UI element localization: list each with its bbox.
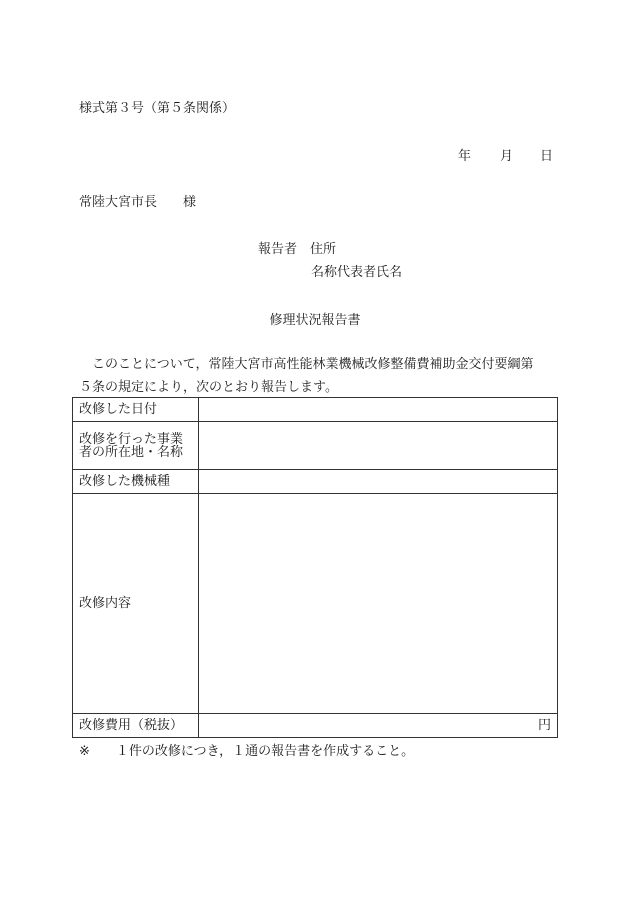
document-title: 修理状況報告書 [269, 313, 361, 328]
contractor-label-line1: 改修を行った事業 [79, 431, 184, 447]
repair-details-field[interactable] [199, 494, 558, 714]
date-month-label: 月 [500, 149, 514, 164]
machine-type-field[interactable] [199, 470, 558, 494]
contractor-label-line2: 者の所在地・名称 [79, 444, 184, 460]
date-line [458, 150, 553, 163]
date-day-label: 日 [540, 149, 554, 164]
table-row-repair-cost [73, 714, 558, 738]
machine-type-label: 改修した機械種 [73, 470, 199, 494]
repair-date-field[interactable] [199, 398, 558, 422]
note-mark: ※ [79, 744, 90, 759]
repair-details-label: 改修内容 [73, 494, 199, 714]
addressee-honorific: 様 [183, 195, 197, 210]
addressee-name: 常陸大宮市長 [79, 195, 158, 210]
contractor-field[interactable] [199, 422, 558, 470]
reporter-address-label: 住所 [310, 242, 337, 257]
repair-cost-label: 改修費用（税抜） [73, 714, 199, 738]
contractor-label [73, 422, 199, 470]
reporter-address-line [258, 243, 336, 256]
addressee [79, 196, 196, 209]
date-year-label: 年 [458, 149, 472, 164]
reporter-name-label: 名称代表者氏名 [311, 265, 403, 280]
repair-date-label: 改修した日付 [73, 398, 199, 422]
body-text-line1: このことについて，常陸大宮市高性能林業機械改修整備費補助金交付要綱第 [92, 357, 534, 372]
body-text-line2: ５条の規定により，次のとおり報告します。 [79, 380, 338, 395]
footnote [79, 745, 414, 758]
report-table [72, 397, 558, 738]
table-row-contractor [73, 422, 558, 470]
table-row-repair-date [73, 398, 558, 422]
repair-cost-field[interactable]: 円 [199, 714, 558, 738]
form-number: 様式第３号（第５条関係） [79, 101, 236, 116]
table-row-repair-details [73, 494, 558, 714]
reporter-label: 報告者 [258, 242, 298, 257]
note-text: １件の改修につき，１通の報告書を作成すること。 [115, 744, 415, 759]
table-row-machine-type [73, 470, 558, 494]
